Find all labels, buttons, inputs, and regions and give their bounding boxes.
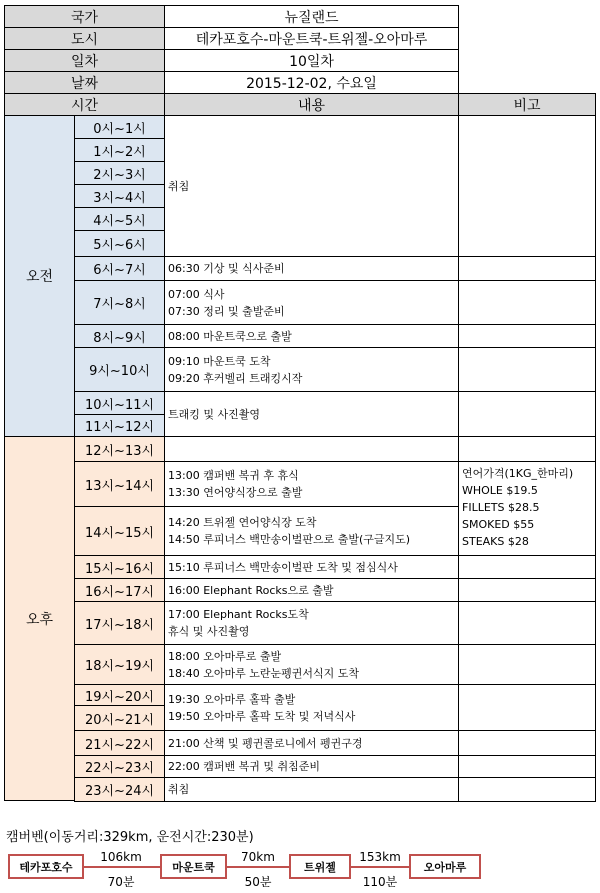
- hour-cell: 2시~3시: [74, 161, 165, 185]
- note-cell: [458, 601, 596, 645]
- content-cell: [164, 578, 459, 602]
- content-lines: [168, 691, 355, 725]
- hour-cell: 15시~16시: [74, 555, 165, 579]
- content-lines: [168, 178, 189, 195]
- note-cell: [458, 280, 596, 325]
- note-cell: [458, 578, 596, 602]
- content-cell: [164, 644, 459, 685]
- period-pm: 오후: [4, 436, 75, 801]
- content-lines: [168, 758, 320, 775]
- content-line: 06:30 기상 및 식사준비: [168, 262, 285, 275]
- note-cell: [458, 777, 596, 802]
- route-stop-oamaru: 오아마루: [409, 854, 481, 879]
- route-leg-time-1: 70분: [107, 875, 135, 889]
- content-cell: [164, 280, 459, 325]
- hour-cell: 0시~1시: [74, 115, 165, 139]
- note-cell: [458, 684, 596, 731]
- hour-cell: 12시~13시: [74, 436, 165, 462]
- hour-cell: 14시~15시: [74, 506, 165, 556]
- content-cell: [164, 461, 459, 507]
- note-cell: [458, 644, 596, 685]
- column-header-content: 내용: [164, 93, 459, 116]
- content-lines: [168, 467, 302, 501]
- note-cell: [458, 436, 596, 462]
- salmon-price-line: STEAKS $28: [462, 535, 529, 548]
- content-cell: [164, 347, 459, 392]
- content-line: 21:00 산책 및 펭귄콜로니에서 펭귄구경: [168, 736, 363, 750]
- content-line: 18:00 오아마루로 출발: [168, 649, 282, 663]
- content-line: 09:10 마운트쿡 도착: [168, 354, 271, 368]
- route-stop-tekapo: 테카포호수: [8, 854, 84, 879]
- content-cell: [164, 391, 459, 437]
- content-lines: [168, 648, 359, 682]
- hour-cell: 6시~7시: [74, 256, 165, 281]
- content-line: 취침: [168, 783, 190, 796]
- content-lines: [168, 260, 285, 277]
- content-lines: [168, 353, 302, 387]
- hour-cell: 22시~23시: [74, 755, 165, 778]
- note-cell: [458, 324, 596, 348]
- content-lines: [168, 606, 309, 640]
- content-lines: [168, 328, 292, 345]
- hour-cell: 8시~9시: [74, 324, 165, 348]
- content-line: 17:00 Elephant Rocks도착: [168, 608, 309, 621]
- content-line: 16:00 Elephant Rocks으로 출발: [168, 583, 334, 597]
- content-cell: [164, 684, 459, 731]
- content-cell: [164, 601, 459, 645]
- salmon-price-list: [462, 465, 573, 550]
- hour-cell: 17시~18시: [74, 601, 165, 645]
- content-cell: [164, 755, 459, 778]
- salmon-price-line: 연어가격(1KG_한마리): [462, 467, 574, 480]
- salmon-price-line: FILLETS $28.5: [462, 501, 540, 514]
- content-line: 18:40 오아마루 노란눈펭귄서식지 도착: [168, 666, 359, 680]
- header-value-country: 뉴질랜드: [164, 5, 459, 28]
- route-leg-line-3: [349, 866, 411, 868]
- content-cell: [164, 730, 459, 756]
- content-cell: [164, 777, 459, 802]
- route-leg-time-3: 110분: [362, 875, 398, 889]
- content-line: 취침: [168, 179, 190, 193]
- column-header-note: 비고: [458, 93, 596, 116]
- header-label-date: 날짜: [4, 71, 165, 94]
- content-cell-empty: [164, 436, 459, 462]
- hour-cell: 9시~10시: [74, 347, 165, 392]
- content-line: 14:50 루피너스 백만송이벌판으로 출발(구글지도): [168, 533, 411, 546]
- route-stop-twizel: 트위젤: [289, 854, 351, 879]
- content-line: 22:00 캠퍼밴 복귀 및 취침준비: [168, 760, 320, 773]
- route-leg-line-2: [225, 866, 291, 868]
- hour-cell: 4시~5시: [74, 207, 165, 231]
- content-lines: [168, 582, 333, 599]
- note-cell: [458, 730, 596, 756]
- header-label-city: 도시: [4, 27, 165, 50]
- note-cell: [458, 256, 596, 281]
- content-line: 14:20 트위젤 연어양식장 도착: [168, 516, 317, 529]
- content-line: 09:20 후커벨리 트래킹시작: [168, 371, 303, 385]
- hour-cell: 16시~17시: [74, 578, 165, 602]
- route-leg-time-2: 50분: [244, 875, 272, 889]
- header-value-day: 10일차: [164, 49, 459, 72]
- content-line: 15:10 루피너스 백만송이벌판 도착 및 점심식사: [168, 560, 398, 574]
- route-stop-mount-cook: 마운트쿡: [160, 854, 227, 879]
- content-cell: [164, 115, 459, 257]
- hour-cell: 21시~22시: [74, 730, 165, 756]
- note-cell: [458, 555, 596, 579]
- salmon-price-line: SMOKED $55: [462, 518, 535, 531]
- note-cell: [458, 115, 596, 257]
- period-am: 오전: [4, 115, 75, 437]
- salmon-price-line: WHOLE $19.5: [462, 484, 538, 497]
- content-line: 휴식 및 사진촬영: [168, 625, 250, 638]
- header-label-day: 일차: [4, 49, 165, 72]
- header-value-city: 테카포호수-마운트쿡-트위젤-오아마루: [164, 27, 459, 50]
- hour-cell: 5시~6시: [74, 230, 165, 257]
- content-lines: [168, 559, 398, 576]
- content-lines: [168, 406, 260, 423]
- content-cell: [164, 256, 459, 281]
- content-line: 19:50 오아마루 홀팍 도착 및 저녁식사: [168, 709, 356, 723]
- note-cell: [458, 755, 596, 778]
- content-line: 07:30 정리 및 출발준비: [168, 304, 285, 318]
- hour-cell: 10시~11시: [74, 391, 165, 415]
- route-leg-distance-1: 106km: [100, 850, 142, 864]
- hour-cell: 18시~19시: [74, 644, 165, 685]
- hour-cell: 13시~14시: [74, 461, 165, 507]
- content-cell: [164, 324, 459, 348]
- note-cell: [458, 347, 596, 392]
- content-line: 08:00 마운트쿡으로 출발: [168, 329, 292, 343]
- hour-cell: 19시~20시: [74, 684, 165, 706]
- content-line: 13:30 연어양식장으로 출발: [168, 486, 303, 499]
- content-cell: [164, 555, 459, 579]
- content-line: 07:00 식사: [168, 287, 225, 301]
- header-label-country: 국가: [4, 5, 165, 28]
- hour-cell: 7시~8시: [74, 280, 165, 325]
- content-line: 19:30 오아마루 홀팍 출발: [168, 692, 296, 706]
- content-line: 13:00 캠퍼밴 복귀 후 휴식: [168, 469, 299, 482]
- header-value-date: 2015-12-02, 수요일: [164, 71, 459, 94]
- content-lines: [168, 514, 410, 548]
- content-lines: [168, 735, 362, 752]
- hour-cell: 23시~24시: [74, 777, 165, 802]
- note-salmon-prices: [458, 461, 596, 556]
- hour-cell: 11시~12시: [74, 414, 165, 437]
- column-header-time: 시간: [4, 93, 165, 116]
- note-cell: [458, 391, 596, 437]
- hour-cell: 20시~21시: [74, 705, 165, 731]
- route-caption: 캠버벤(이동거리:329km, 운전시간:230분): [6, 830, 254, 845]
- content-cell: [164, 506, 459, 556]
- content-lines: [168, 781, 189, 798]
- route-leg-distance-2: 70km: [241, 850, 275, 864]
- route-leg-distance-3: 153km: [359, 850, 401, 864]
- content-lines: [168, 286, 285, 320]
- hour-cell: 3시~4시: [74, 184, 165, 208]
- route-leg-line-1: [82, 866, 162, 868]
- content-line: 트래킹 및 사진촬영: [168, 407, 261, 421]
- hour-cell: 1시~2시: [74, 138, 165, 162]
